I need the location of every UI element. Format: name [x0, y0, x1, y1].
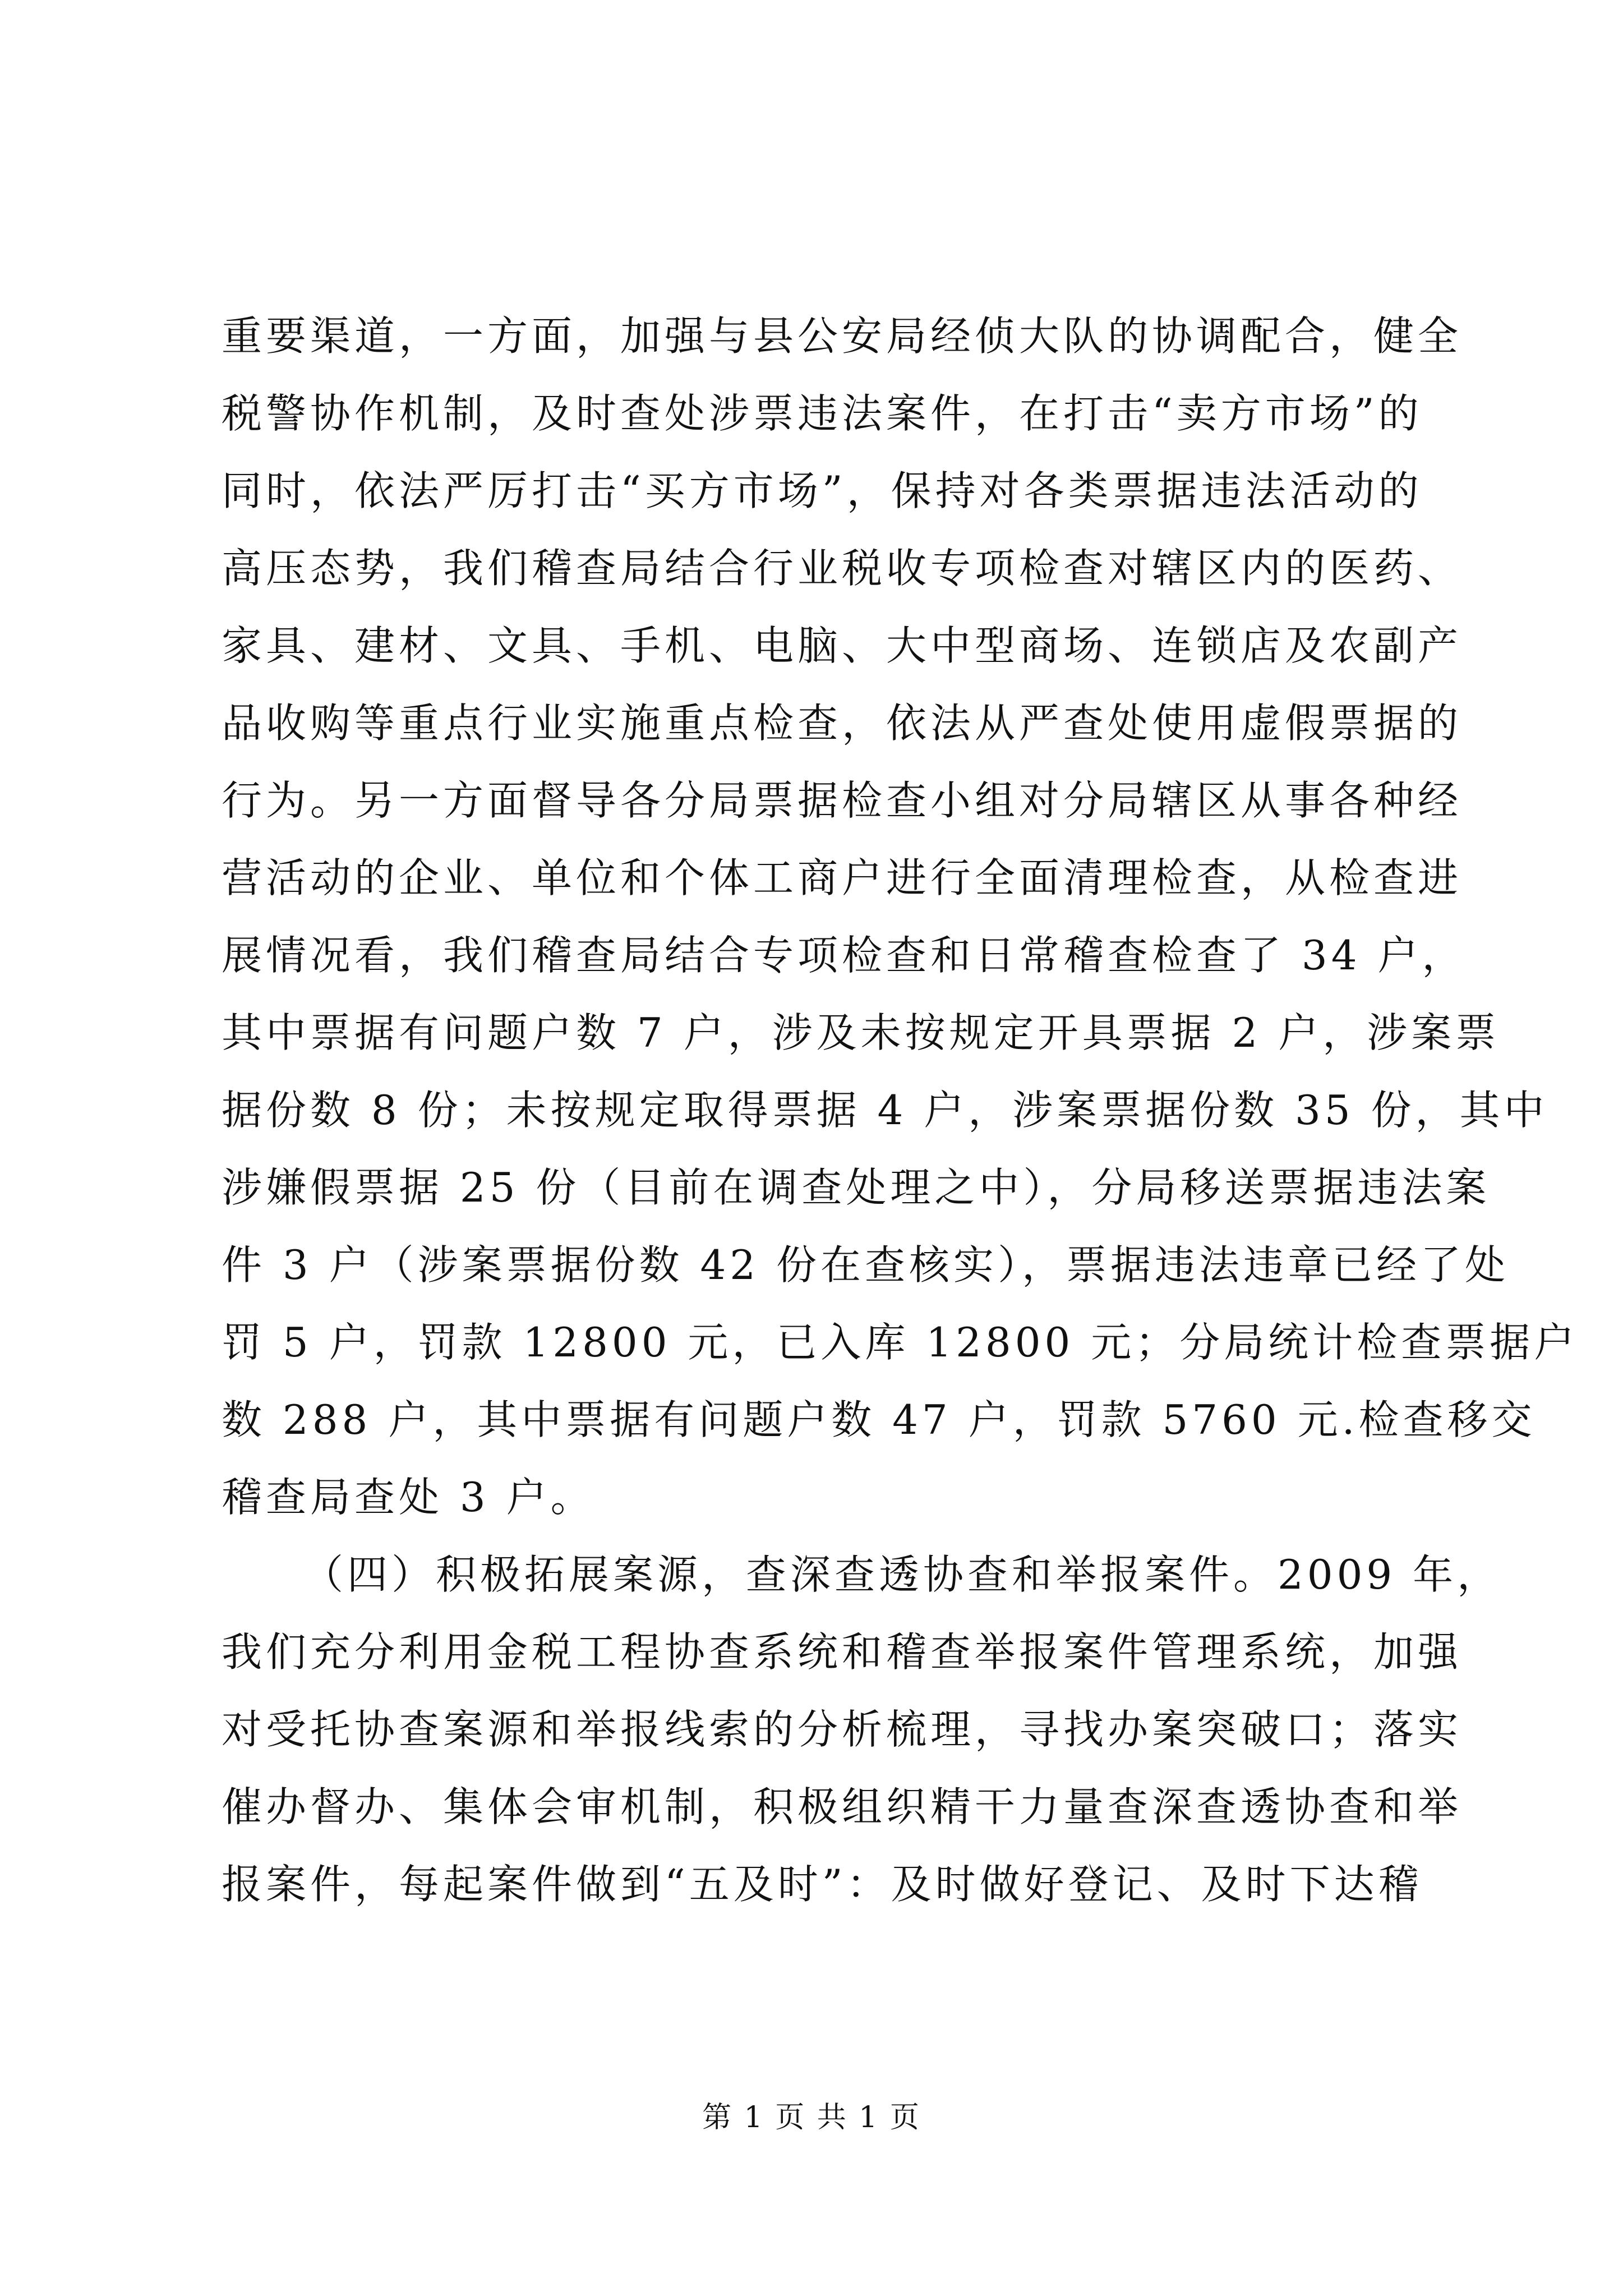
text-line: 其中票据有问题户数 7 户，涉及未按规定开具票据 2 户，涉案票 — [222, 1009, 1500, 1056]
text-line: 罚 5 户，罚款 12800 元，已入库 12800 元；分局统计检查票据户 — [222, 1319, 1579, 1366]
text-line: 稽查局查处 3 户。 — [222, 1474, 595, 1521]
text-line: 件 3 户（涉案票据份数 42 份在查核实），票据违法违章已经了处 — [222, 1241, 1509, 1289]
text-line: 营活动的企业、单位和个体工商户进行全面清理检查，从检查进 — [222, 854, 1463, 901]
text-line: 税警协作机制，及时查处涉票违法案件，在打击“卖方市场”的 — [222, 390, 1423, 437]
text-line: 我们充分利用金税工程协查系统和稽查举报案件管理系统，加强 — [222, 1628, 1463, 1676]
text-line: 同时，依法严厉打击“买方市场”，保持对各类票据违法活动的 — [222, 467, 1423, 514]
body-text — [222, 297, 1579, 1923]
page-footer — [0, 2098, 1623, 2137]
text-line: 展情况看，我们稽查局结合专项检查和日常稽查检查了 34 户， — [222, 932, 1467, 979]
text-line: 对受托协查案源和举报线索的分析梳理，寻找办案突破口；落实 — [222, 1706, 1463, 1753]
text-line: 催办督办、集体会审机制，积极组织精干力量查深查透协查和举 — [222, 1783, 1463, 1830]
text-line: 涉嫌假票据 25 份（目前在调查处理之中），分局移送票据违法案 — [222, 1164, 1491, 1211]
text-line: 数 288 户，其中票据有问题户数 47 户，罚款 5760 元.检查移交 — [222, 1396, 1536, 1443]
text-line: 重要渠道，一方面，加强与县公安局经侦大队的协调配合，健全 — [222, 312, 1463, 360]
page-number: 第 1 页 共 1 页 — [702, 2101, 921, 2134]
text-line: 据份数 8 份；未按规定取得票据 4 户，涉案票据份数 35 份，其中 — [222, 1087, 1548, 1134]
section-heading-line: （四）积极拓展案源，查深查透协查和举报案件。2009 年， — [303, 1551, 1502, 1598]
text-line: 行为。另一方面督导各分局票据检查小组对分局辖区从事各种经 — [222, 777, 1463, 824]
text-line: 报案件，每起案件做到“五及时”：及时做好登记、及时下达稽 — [222, 1861, 1423, 1908]
text-line: 品收购等重点行业实施重点检查，依法从严查处使用虚假票据的 — [222, 700, 1463, 747]
text-line: 家具、建材、文具、手机、电脑、大中型商场、连锁店及农副产 — [222, 622, 1463, 669]
text-line: 高压态势，我们稽查局结合行业税收专项检查对辖区内的医药、 — [222, 545, 1463, 592]
